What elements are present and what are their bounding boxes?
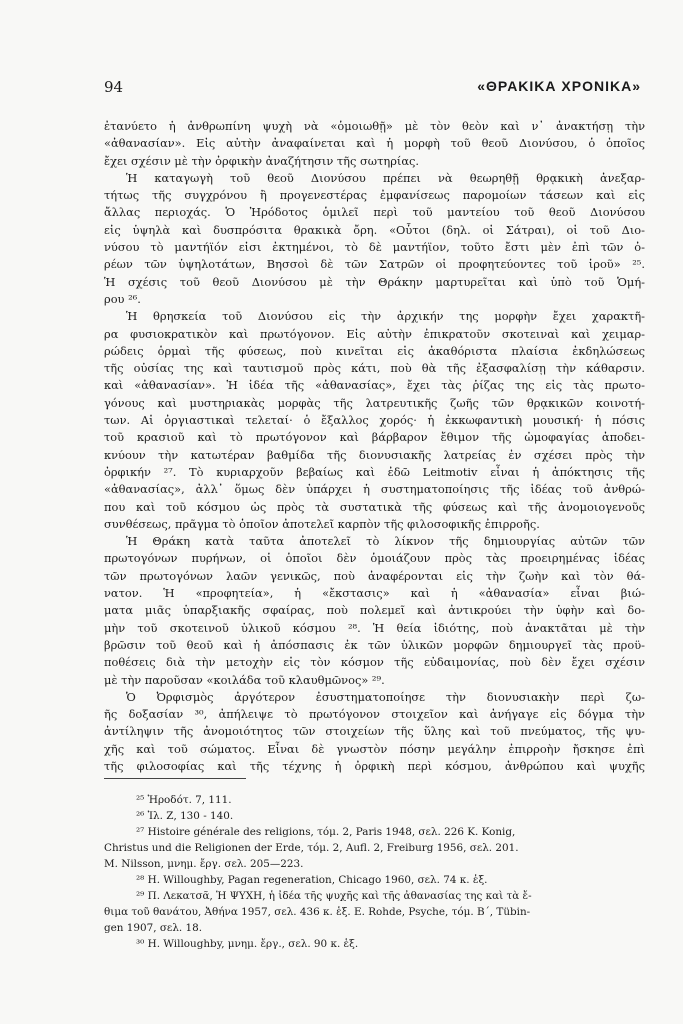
body-line: τῆς οὐσίας της καὶ ταυτισμοῦ πρὸς κάτι, ποὺ θὰ τῆς ἐξασφαλίσῃ τὴν κάθαρσιν. [104, 361, 645, 376]
running-head: «ΘΡΑΚΙΚΑ ΧΡΟΝΙΚΑ» [477, 78, 641, 94]
body-line: Ὁ Ὀρφισμὸς ἀργότερον ἐσυστηματοποίησε τὴν διονυσιακὴν περὶ ζω- [126, 689, 645, 704]
body-line: ρου ²⁶. [104, 291, 141, 306]
body-line: νατον. Ἡ «προφητεία», ἡ «ἔκστασις» καὶ ἡ «ἀθανασία» εἶναι βιώ- [104, 586, 645, 601]
body-line: συνθέσεως, πρᾶγμα τὸ ὁποῖον ἀποτελεῖ καρπὸν τῆς φιλοσοφικῆς ἐπιρροῆς. [104, 516, 540, 531]
body-line: μὲ τὴν παροῦσαν «κοιλάδα τοῦ κλαυθμῶνος» ²⁹. [104, 672, 385, 687]
footnote-line: ²⁵ Ἡροδότ. 7, 111. [136, 794, 232, 806]
body-line: κνύουν τὴν κατωτέραν βαθμίδα τῆς διονυσιακῆς λατρείας ἐν σχέσει πρὸς τὴν [104, 447, 645, 462]
page-number: 94 [104, 78, 124, 96]
footnote-line: ²⁶ Ἰλ. Ζ, 130 - 140. [136, 810, 234, 822]
body-line: βρῶσιν τοῦ θεοῦ καὶ ἡ ἀπόσπασις ἐκ τῶν ὑλικῶν μορφῶν δημιουργεῖ τὰς προϋ- [104, 637, 645, 652]
body-line: καὶ «ἀθανασίαν». Ἡ ἰδέα τῆς «ἀθανασίας», ἔχει τὰς ῥίζας της εἰς τὰς πρωτο- [104, 378, 645, 393]
body-line: γόνους καὶ μυστηριακὰς μορφὰς τῆς λατρευτικῆς ζωῆς τῶν θρᾳκικῶν κοινοτή- [104, 395, 645, 410]
footnote-line: ²⁸ H. Willoughby, Pagan regeneration, Chicago 1960, σελ. 74 κ. ἑξ. [136, 874, 488, 886]
body-line: τήτως τῆς συγχρόνου ἢ προγενεστέρας ἐμφανίσεως παρομοίων τάσεων καὶ εἰς [104, 188, 645, 203]
body-line: τῶν πρωτογόνων λαῶν γενικῶς, ποὺ ἀναφέρονται εἰς τὴν ζωὴν καὶ τὸν θά- [104, 568, 645, 583]
body-line: τῆς φιλοσοφίας καὶ τῆς τέχνης ἡ ὀρφικὴ περὶ κόσμου, ἀνθρώπου καὶ ψυχῆς [104, 758, 645, 773]
footnote-line: ²⁹ Π. Λεκατσᾶ, Ἡ ΨΥΧΗ, ἡ ἰδέα τῆς ψυχῆς καὶ τῆς ἀθανασίας της καὶ τὰ ἔ- [136, 890, 532, 902]
body-line: «ἀθανασίαν». Εἰς αὐτὴν ἀναφαίνεται καὶ ἡ μορφὴ τοῦ θεοῦ Διονύσου, ὁ ὁποῖος [104, 136, 645, 151]
body-line: ποθέσεις διὰ τὴν μετοχὴν εἰς τὸν κόσμον τῆς εὐδαιμονίας, ποὺ δὲν ἔχει σχέσιν [104, 655, 645, 670]
body-line: ρα φυσιοκρατικὸν καὶ πρωτόγονον. Εἰς αὐτὴν ἐπικρατοῦν σκοτειναὶ καὶ χειμαρ- [104, 326, 645, 341]
body-line: ὀρφικήν ²⁷. Τὸ κυριαρχοῦν βεβαίως καὶ ἐδῶ Leitmotiv εἶναι ἡ ἀπόκτησις τῆς [104, 464, 645, 479]
body-line: νύσου τὸ μαντήϊόν εἰσι ἐκτημένοι, τὸ δὲ μαντήϊον, τοῦτο ἔστι μὲν ἐπὶ τῶν ὀ- [104, 240, 645, 255]
body-line: ματα μιᾶς ὑπαρξιακῆς σφαίρας, ποὺ πολεμεῖ καὶ ἀντικρούει τὴν ὑφὴν καὶ δο- [104, 603, 645, 618]
body-text [104, 118, 645, 775]
body-line: ρώδεις ὁρμαὶ τῆς φύσεως, ποὺ κινεῖται εἰς ἀκαθόριστα πλαίσια ἐκδηλώσεως [104, 343, 645, 358]
body-line: Ἡ καταγωγὴ τοῦ θεοῦ Διονύσου πρέπει νὰ θεωρηθῇ θρᾳκικὴ ἀνεξαρ- [126, 170, 645, 185]
body-line: που καὶ τοῦ κόσμου ὡς πρὸς τὰ συστατικὰ τῆς φύσεως καὶ τῆς ἀνομοιογενοῦς [104, 499, 645, 514]
body-line: Ἡ Θράκη κατὰ ταῦτα ἀποτελεῖ τὸ λίκνον τῆς δημιουργίας αὐτῶν τῶν [126, 534, 645, 549]
body-line: ῆς δοξασίαν ³⁰, ἀπήλειψε τὸ πρωτόγονον στοιχεῖον καὶ ἀνήγαγε εἰς δόγμα τὴν [104, 707, 645, 722]
footnote-line: θιμα τοῦ θανάτου, Ἀθήνα 1957, σελ. 436 κ. ἑξ. E. Rohde, Psyche, τόμ. Β΄, Tübin- [104, 906, 531, 918]
body-line: Ἡ σχέσις τοῦ θεοῦ Διονύσου μὲ τὴν Θράκην μαρτυρεῖται καὶ ὑπὸ τοῦ Ὁμή- [104, 274, 645, 289]
body-line: ἔχει σχέσιν μὲ τὴν ὀρφικὴν ἀναζήτησιν τῆς σωτηρίας. [104, 153, 420, 168]
footnote-line: ³⁰ H. Willoughby, μνημ. ἔργ., σελ. 90 κ. ἑξ. [136, 938, 359, 950]
body-line: ἀντίληψιν τῆς ἀνομοιότητος τῶν στοιχείων τῆς ὕλης καὶ τοῦ πνεύματος, τῆς ψυ- [104, 724, 645, 739]
body-line: τοῦ κρασιοῦ καὶ τὸ πρωτόγονον καὶ βάρβαρον ἔθιμον τῆς ὠμοφαγίας ἀποδει- [104, 430, 645, 445]
footnote-line: Christus und die Religionen der Erde, τόμ. 2, Aufl. 2, Freiburg 1956, σελ. 201. [104, 842, 519, 854]
footnote-line: ²⁷ Histoire générale des religions, τόμ. 2, Paris 1948, σελ. 226 K. Konig, [136, 826, 516, 838]
page-header [104, 78, 641, 100]
body-line: των. Αἱ ὀργιαστικαὶ τελεταί· ὁ ἔξαλλος χορός· ἡ ἐκκωφαντικὴ μουσική· ἡ πόσις [104, 413, 645, 428]
footnote-line: M. Nilsson, μνημ. ἔργ. σελ. 205—223. [104, 858, 304, 870]
footnote-divider [104, 778, 246, 779]
footnotes [104, 792, 645, 952]
body-line: εἰς ὑψηλὰ καὶ δυσπρόσιτα θρακικὰ ὄρη. «Οὗτοι (δηλ. οἱ Σάτραι), οἱ τοῦ Διο- [104, 222, 645, 237]
body-line: ἐτανύετο ἡ ἀνθρωπίνη ψυχὴ νὰ «ὁμοιωθῇ» μὲ τὸν θεὸν καὶ ν᾿ ἀνακτήσῃ τὴν [104, 119, 645, 133]
body-line: Ἡ θρησκεία τοῦ Διονύσου εἰς τὴν ἀρχικήν της μορφὴν ἔχει χαρακτῆ- [126, 309, 645, 324]
footnote-line: gen 1907, σελ. 18. [104, 922, 203, 934]
body-line: ρέων τῶν ὑψηλοτάτων, Βησσοὶ δὲ τῶν Σατρῶν οἱ προφητεύοντες τοῦ ἱροῦ» ²⁵. [104, 257, 645, 272]
body-line: «ἀθανασίας», ἀλλ᾿ ὅμως δὲν ὑπάρχει ἡ συστηματοποίησις τῆς ἰδέας τοῦ ἀνθρώ- [104, 482, 645, 497]
body-line: ἄλλας περιοχάς. Ὁ Ἡρόδοτος ὁμιλεῖ περὶ τοῦ μαντείου τοῦ θεοῦ Διονύσου [104, 205, 645, 220]
body-line: μὴν τοῦ σκοτεινοῦ ὑλικοῦ κόσμου ²⁸. Ἡ θεία ἰδιότης, ποὺ ἀνακτᾶται μὲ τὴν [104, 620, 645, 635]
body-line: χῆς καὶ τοῦ σώματος. Εἶναι δὲ γνωστὸν πόσην μεγάλην ἐπιρροὴν ἤσκησε ἐπὶ [104, 741, 645, 756]
body-line: πρωτογόνων πυρήνων, οἱ ὁποῖοι δὲν ὁμοιάζουν πρὸς τὰς προειρημένας ἰδέας [104, 551, 645, 566]
